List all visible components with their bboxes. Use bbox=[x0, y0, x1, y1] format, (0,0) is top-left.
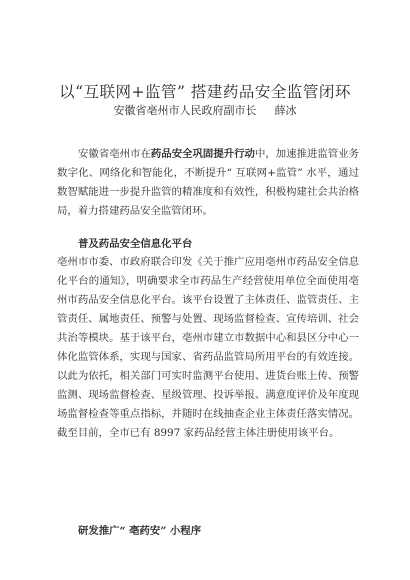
intro-rest: 中，加速推进监管业务数字化、网络化和智能化，不断提升“ 互联网+监管” 水平，通过数智赋能进一步提升监管的精准度和有效性，积极构建社会共治格局，着力搭建药品安全监管闭环。 bbox=[57, 148, 360, 217]
section-heading-miniprogram: 研发推广“ 亳药安” 小程序 bbox=[78, 525, 202, 537]
intro-lead: 安徽省亳州市在 bbox=[78, 148, 151, 160]
author-role: 安徽省亳州市人民政府副市长 bbox=[113, 104, 257, 117]
section-heading-platform: 普及药品安全信息化平台 bbox=[78, 238, 193, 250]
article-title: 以“互联网+监管” 搭建药品安全监管闭环 bbox=[59, 83, 351, 101]
intro-paragraph bbox=[57, 145, 359, 221]
author-name: 薛冰 bbox=[274, 104, 297, 117]
article-byline bbox=[0, 102, 410, 118]
intro-bold-phrase: 药品安全巩固提升行动 bbox=[150, 148, 255, 160]
section-body-platform: 亳州市市委、市政府联合印发《关于推广应用亳州市药品安全信息化平台的通知》，明确要求全市药品生产经营使用单位全面使用亳州市药品安全信息化平台。该平台设置了主体责任、监管责任、主管责任、属地责任、预警与处置、现场监督检查、宣传培训、社会共治等模块。基于该平台，亳州市建立市数据中心和县区分中心一体化监管体系，实现与国家、省药品监管局所用平台的有效连接。以此为依托，相关部门可实时监测平台使用、进货台账上传、预警监测、现场监督检查、星级管理、投诉举报、满意度评价及年度现场监督检查等重点指标，并随时在线抽查企业主体责任落实情况。截至目前，全市已有 8997 家药品经营主体注册使用该平台。 bbox=[57, 256, 359, 439]
